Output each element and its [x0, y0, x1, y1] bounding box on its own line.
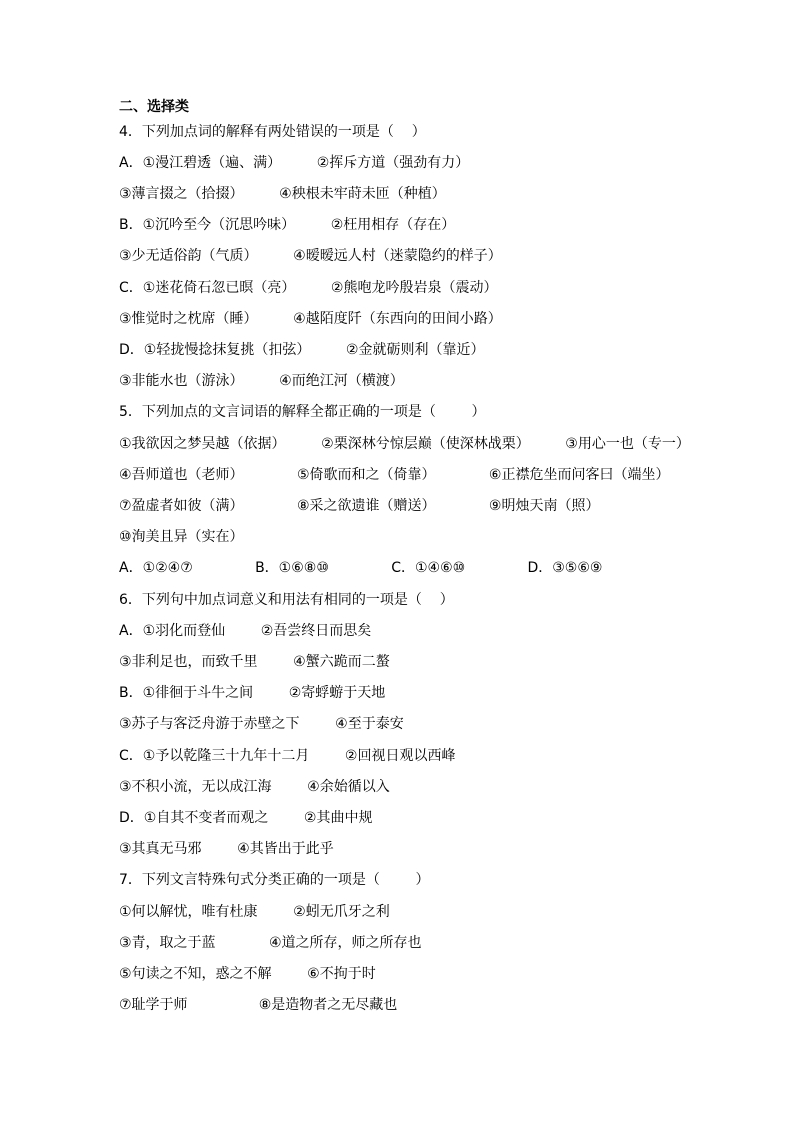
- question-4-option-line: ③惟觉时之枕席（睡） ④越陌度阡（东西向的田间小路）: [119, 311, 502, 327]
- question-4-option-line: ③少无适俗韵（气质） ④暧暧远人村（迷蒙隐约的样子）: [119, 248, 502, 264]
- question-4-option-line: C．①迷花倚石忽已暝（亮） ②熊咆龙吟殷岩泉（震动）: [119, 280, 498, 296]
- question-7-stem: 7．下列文言特殊句式分类正确的一项是（ ）: [119, 872, 430, 888]
- question-5-item-line: ⑦盈虚者如彼（满） ⑧采之欲遗谁（赠送） ⑨明烛天南（照）: [119, 498, 600, 514]
- section-heading: 二、选择类: [119, 99, 189, 115]
- question-5-item-line: ④吾师道也（老师） ⑤倚歌而和之（倚靠） ⑥正襟危坐而问客曰（端坐）: [119, 467, 670, 483]
- question-4-option-line: D．①轻拢慢捻抹复挑（扣弦） ②金就砺则利（靠近）: [119, 342, 485, 358]
- question-6-stem: 6．下列句中加点词意义和用法有相同的一项是（ ）: [119, 592, 454, 608]
- question-6-option-line: ③其真无马邪 ④其皆出于此乎: [119, 841, 334, 857]
- question-5-choices: A．①②④⑦ B．①⑥⑧⑩ C．①④⑥⑩ D．③⑤⑥⑨: [119, 560, 603, 576]
- question-4-option-line: ③薄言掇之（拾掇） ④秧根未牢莳未匝（种植）: [119, 186, 446, 202]
- question-6-option-line: A．①羽化而登仙 ②吾尝终日而思矣: [119, 623, 372, 639]
- question-4-option-line: ③非能水也（游泳） ④而绝江河（横渡）: [119, 373, 404, 389]
- question-7-item-line: ⑤句读之不知，惑之不解 ⑥不拘于时: [119, 966, 376, 982]
- question-7-item-line: ⑦耻学于师 ⑧是造物者之无尽藏也: [119, 997, 398, 1013]
- question-7-item-line: ③青，取之于蓝 ④道之所存，师之所存也: [119, 935, 422, 951]
- question-5-stem: 5．下列加点的文言词语的解释全都正确的一项是（ ）: [119, 404, 486, 420]
- question-4-option-line: A．①漫江碧透（遍、满） ②挥斥方道（强劲有力）: [119, 155, 470, 171]
- question-5-item-line: ⑩洵美且异（实在）: [119, 529, 244, 545]
- question-6-option-line: ③非利足也，而致千里 ④蟹六跪而二螯: [119, 654, 390, 670]
- question-6-option-line: B．①徘徊于斗牛之间 ②寄蜉蝣于天地: [119, 685, 386, 701]
- question-6-option-line: ③不积小流，无以成江海 ④余始循以入: [119, 779, 390, 795]
- question-7-item-line: ①何以解忧，唯有杜康 ②蚓无爪牙之利: [119, 904, 390, 920]
- question-6-option-line: C．①予以乾隆三十九年十二月 ②回视日观以西峰: [119, 748, 456, 764]
- question-4-option-line: B．①沉吟至今（沉思吟味） ②枉用相存（存在）: [119, 217, 456, 233]
- question-5-item-line: ①我欲因之梦吴越（依据） ②栗深林兮惊层巅（使深林战栗） ③用心一也（专一）: [119, 436, 690, 452]
- question-4-stem: 4．下列加点词的解释有两处错误的一项是（ ）: [119, 124, 426, 140]
- question-6-option-line: ③苏子与客泛舟游于赤壁之下 ④至于泰安: [119, 716, 404, 732]
- question-6-option-line: D．①自其不变者而观之 ②其曲中规: [119, 810, 373, 826]
